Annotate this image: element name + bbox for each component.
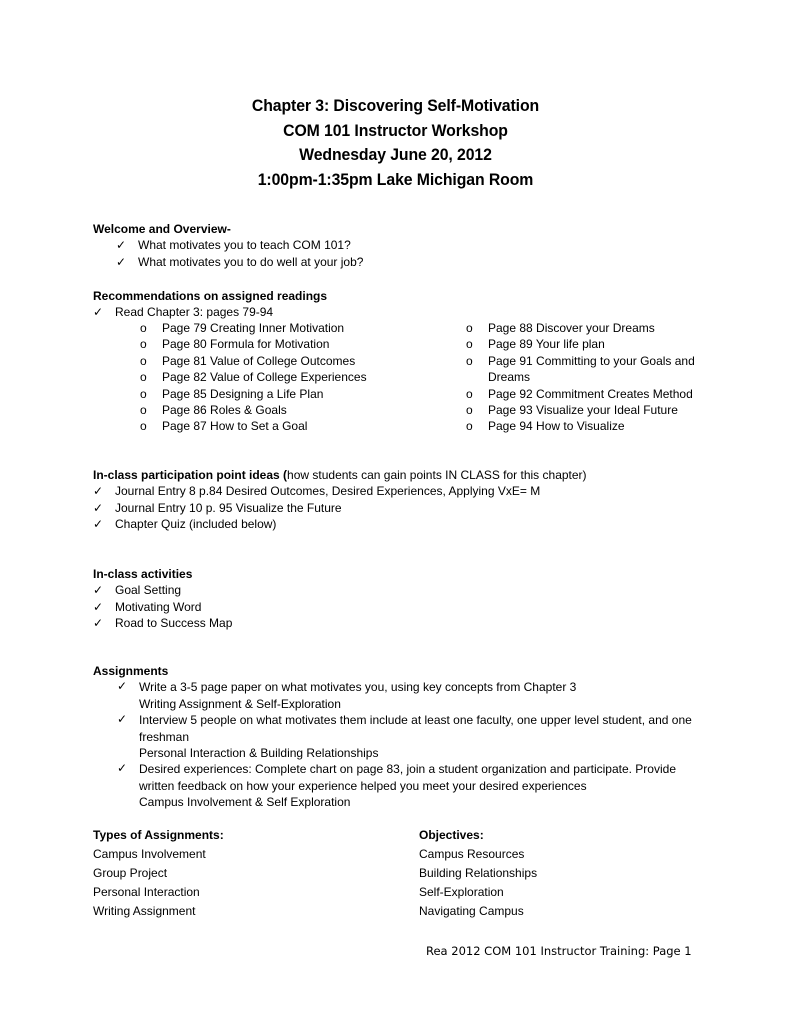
- welcome-heading: Welcome and Overview-: [93, 222, 231, 236]
- list-item: o Page 80 Formula for Motivation: [140, 337, 330, 352]
- check-icon: ✓: [93, 616, 104, 631]
- circle-bullet-icon: o: [466, 321, 473, 335]
- circle-bullet-icon: o: [140, 337, 147, 352]
- circle-bullet-icon: o: [466, 386, 473, 401]
- check-icon: ✓: [93, 583, 104, 598]
- activity-item: ✓ Motivating Word: [93, 599, 202, 614]
- circle-bullet-icon: o: [466, 337, 473, 352]
- activity-item: ✓ Goal Setting: [93, 583, 182, 598]
- list-item: o Page 91 Committing to your Goals and: [466, 353, 695, 368]
- list-item: o Page 92 Commitment Creates Method: [466, 386, 693, 401]
- participation-item: ✓ Journal Entry 10 p. 95 Visualize the Future: [93, 500, 342, 515]
- participation-section: [93, 467, 713, 533]
- list-item-continuation: Dreams: [488, 370, 531, 385]
- participation-item: ✓ Journal Entry 8 p.84 Desired Outcomes, Desired Experiences, Applying VxE= M: [93, 484, 541, 499]
- circle-bullet-icon: o: [140, 419, 147, 434]
- assignments-section: [93, 663, 733, 811]
- check-icon: ✓: [117, 679, 128, 694]
- check-icon: ✓: [117, 761, 128, 776]
- welcome-item: ✓ What motivates you to do well at your job?: [116, 254, 364, 269]
- types-column: [93, 826, 224, 921]
- readings-heading: Recommendations on assigned readings: [93, 289, 328, 303]
- list-item: Self-Exploration: [419, 885, 504, 899]
- list-item: o Page 94 How to Visualize: [466, 419, 625, 434]
- list-item: o Page 87 How to Set a Goal: [140, 419, 308, 434]
- circle-bullet-icon: o: [466, 353, 473, 368]
- readings-left-list: [140, 320, 367, 435]
- check-icon: ✓: [116, 238, 127, 253]
- check-icon: ✓: [93, 517, 104, 532]
- circle-bullet-icon: o: [466, 403, 473, 418]
- circle-bullet-icon: o: [140, 370, 147, 385]
- check-icon: ✓: [93, 599, 104, 614]
- assignment-item: ✓ Interview 5 people on what motivates them include at least one faculty, one upper level student, and one freshman Personal Interaction & Building Relationships: [117, 712, 692, 761]
- list-item: o Page 85 Designing a Life Plan: [140, 386, 324, 401]
- participation-item: ✓ Chapter Quiz (included below): [93, 517, 277, 532]
- document-title: [0, 94, 791, 192]
- title-line-4: 1:00pm-1:35pm Lake Michigan Room: [257, 169, 534, 189]
- list-item: o Page 88 Discover your Dreams: [466, 321, 655, 335]
- list-item: Group Project: [93, 866, 168, 880]
- assignment-item: ✓ Write a 3-5 page paper on what motivates you, using key concepts from Chapter 3 Writing Assignment & Self-Exploration: [117, 679, 577, 711]
- list-item: Navigating Campus: [419, 904, 524, 918]
- welcome-section: [93, 221, 713, 270]
- readings-section: [93, 288, 713, 321]
- check-icon: ✓: [93, 305, 104, 320]
- circle-bullet-icon: o: [140, 386, 147, 401]
- list-item: Personal Interaction: [93, 885, 200, 899]
- check-icon: ✓: [116, 254, 127, 269]
- list-item: o Page 81 Value of College Outcomes: [140, 353, 356, 368]
- objectives-column: [419, 826, 537, 921]
- list-item: o Page 82 Value of College Experiences: [140, 370, 367, 385]
- circle-bullet-icon: o: [140, 403, 147, 418]
- circle-bullet-icon: o: [140, 321, 147, 335]
- welcome-item: ✓ What motivates you to teach COM 101?: [116, 238, 351, 253]
- list-item: Campus Resources: [419, 847, 525, 861]
- title-line-1: Chapter 3: Discovering Self-Motivation: [251, 96, 540, 115]
- circle-bullet-icon: o: [140, 353, 147, 368]
- list-item: o Page 93 Visualize your Ideal Future: [466, 403, 678, 418]
- title-line-3: Wednesday June 20, 2012: [299, 145, 492, 164]
- title-line-2: COM 101 Instructor Workshop: [283, 120, 508, 140]
- objectives-heading: Objectives:: [419, 828, 484, 842]
- activities-section: [93, 566, 713, 632]
- check-icon: ✓: [93, 484, 104, 499]
- list-item: o Page 79 Creating Inner Motivation: [140, 321, 345, 335]
- readings-right-list: [466, 320, 695, 435]
- types-heading: Types of Assignments:: [93, 828, 224, 842]
- participation-heading: In-class participation point ideas (how students can gain points IN CLASS for this chapter): [93, 468, 587, 482]
- activities-heading: In-class activities: [93, 567, 193, 581]
- circle-bullet-icon: o: [466, 419, 473, 434]
- list-item: Building Relationships: [419, 866, 538, 880]
- list-item: o Page 89 Your life plan: [466, 337, 605, 352]
- check-icon: ✓: [93, 500, 104, 515]
- list-item: o Page 86 Roles & Goals: [140, 403, 287, 418]
- page-footer: Rea 2012 COM 101 Instructor Training: Page 1: [426, 944, 692, 958]
- assignment-item: ✓ Desired experiences: Complete chart on page 83, join a student organization and participate. Provide written feedback on how your experience helped you meet your desired experiences Campus Involvement & Self Exploration: [117, 761, 676, 810]
- list-item: Writing Assignment: [93, 904, 196, 918]
- check-icon: ✓: [117, 712, 128, 727]
- list-item: Campus Involvement: [93, 847, 206, 861]
- assignments-heading: Assignments: [93, 664, 169, 678]
- readings-main-item: ✓ Read Chapter 3: pages 79-94: [93, 305, 274, 320]
- activity-item: ✓ Road to Success Map: [93, 616, 233, 631]
